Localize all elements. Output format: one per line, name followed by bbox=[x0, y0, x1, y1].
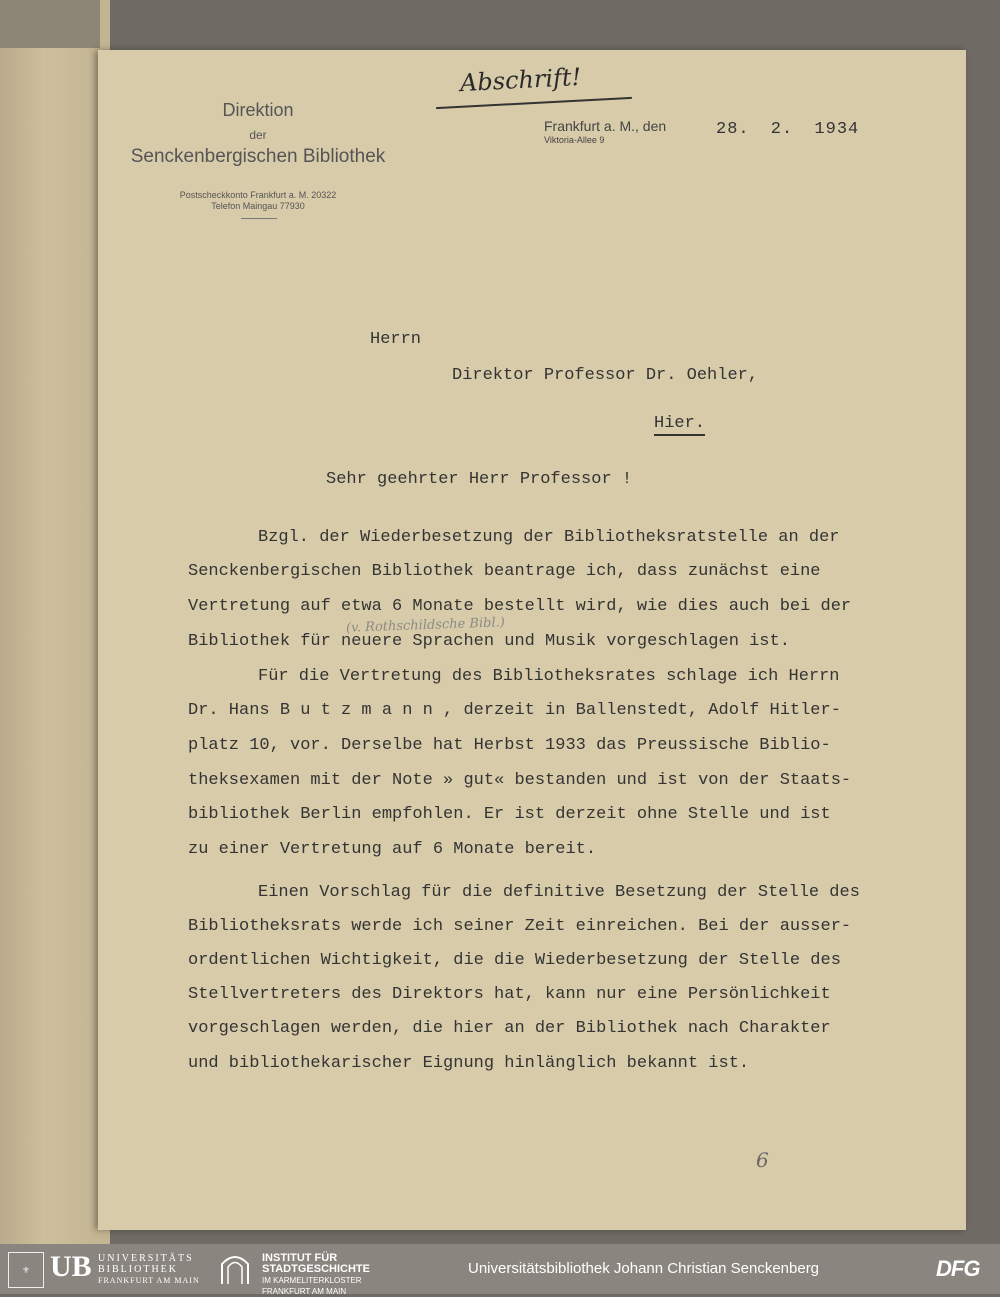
salutation: Sehr geehrter Herr Professor ! bbox=[326, 470, 633, 489]
library-name: Universitätsbibliothek Johann Christian Senckenberg bbox=[468, 1260, 820, 1277]
letterhead-title-2: der bbox=[249, 128, 267, 142]
body-line: Dr. Hans B u t z m a n n , derzeit in Ballenstedt, Adolf Hitler- bbox=[188, 701, 841, 720]
letterhead-title-3: Senckenbergischen Bibliothek bbox=[130, 146, 386, 167]
background-adjacent-page bbox=[0, 0, 110, 1244]
body-line: zu einer Vertretung auf 6 Monate bereit. bbox=[188, 840, 597, 859]
isg-line-3: IM KARMELITERKLOSTER bbox=[262, 1276, 362, 1285]
isg-line-2: STADTGESCHICHTE bbox=[262, 1263, 370, 1275]
isg-line-4: FRANKFURT AM MAIN bbox=[262, 1287, 347, 1296]
letter-date: 28. 2. 1934 bbox=[716, 120, 860, 139]
postal-account: Postscheckkonto Frankfurt a. M. 20322 bbox=[179, 190, 337, 200]
phone-number: Telefon Maingau 77930 bbox=[211, 201, 305, 211]
letterhead-title-1: Direktion bbox=[222, 100, 294, 120]
place-line bbox=[544, 118, 666, 145]
body-line: theksexamen mit der Note » gut« bestanden und ist von der Staats- bbox=[188, 771, 852, 790]
body-line: Senckenbergischen Bibliothek beantrage ich, dass zunächst eine bbox=[188, 562, 821, 581]
body-line: Bzgl. der Wiederbesetzung der Bibliotheksratstelle an der bbox=[258, 528, 840, 547]
isg-line-1: INSTITUT FÜR bbox=[262, 1252, 338, 1264]
ub-line-1: UNIVERSITÄTS bbox=[98, 1253, 194, 1264]
letterhead-rule bbox=[241, 218, 277, 219]
copy-note: Abschrift! bbox=[459, 62, 582, 98]
letter-page bbox=[98, 50, 966, 1230]
body-line: Einen Vorschlag für die definitive Besetzung der Stelle des bbox=[258, 883, 860, 902]
body-line: platz 10, vor. Derselbe hat Herbst 1933 das Preussische Biblio- bbox=[188, 736, 831, 755]
ub-seal-icon: ⚜ bbox=[8, 1252, 44, 1288]
body-line: bibliothek Berlin empfohlen. Er ist derzeit ohne Stelle und ist bbox=[188, 805, 831, 824]
address-line-1: Herrn bbox=[370, 330, 422, 349]
body-line: Vertretung auf etwa 6 Monate bestellt wird, wie dies auch bei der bbox=[188, 597, 852, 616]
footer-bar bbox=[0, 1244, 1000, 1294]
ub-line-2: BIBLIOTHEK bbox=[98, 1264, 178, 1275]
place: Frankfurt a. M., den bbox=[544, 118, 667, 134]
copy-note-underline bbox=[436, 97, 632, 109]
isg-logo-text bbox=[262, 1253, 370, 1297]
ub-logo-letters: UB bbox=[50, 1250, 92, 1283]
ub-line-3: FRANKFURT AM MAIN bbox=[98, 1276, 200, 1285]
body-line: Bibliotheksrats werde ich seiner Zeit einreichen. Bei der ausser- bbox=[188, 917, 852, 936]
body-line: ordentlichen Wichtigkeit, die die Wiederbesetzung der Stelle des bbox=[188, 951, 841, 970]
street: Viktoria-Allee 9 bbox=[544, 135, 605, 145]
ub-logo-text bbox=[98, 1253, 200, 1286]
dfg-logo: DFG bbox=[936, 1256, 980, 1281]
page-number: 6 bbox=[756, 1148, 769, 1172]
scan-edge bbox=[0, 0, 100, 48]
body-line: und bibliothekarischer Eignung hinlänglich bekannt ist. bbox=[188, 1054, 750, 1073]
pencil-annotation: (v. Rothschildsche Bibl.) bbox=[345, 615, 506, 636]
body-line: Stellvertreters des Direktors hat, kann nur eine Persönlichkeit bbox=[188, 985, 831, 1004]
address-line-3: Hier. bbox=[654, 414, 705, 436]
address-line-2: Direktor Professor Dr. Oehler, bbox=[452, 366, 759, 385]
body-line: vorgeschlagen werden, die hier an der Bibliothek nach Charakter bbox=[188, 1019, 831, 1038]
body-line: Bibliothek für neuere Sprachen und Musik vorgeschlagen ist. bbox=[188, 632, 790, 651]
isg-arch-icon bbox=[218, 1252, 252, 1286]
body-line: Für die Vertretung des Bibliotheksrates schlage ich Herrn bbox=[258, 667, 840, 686]
